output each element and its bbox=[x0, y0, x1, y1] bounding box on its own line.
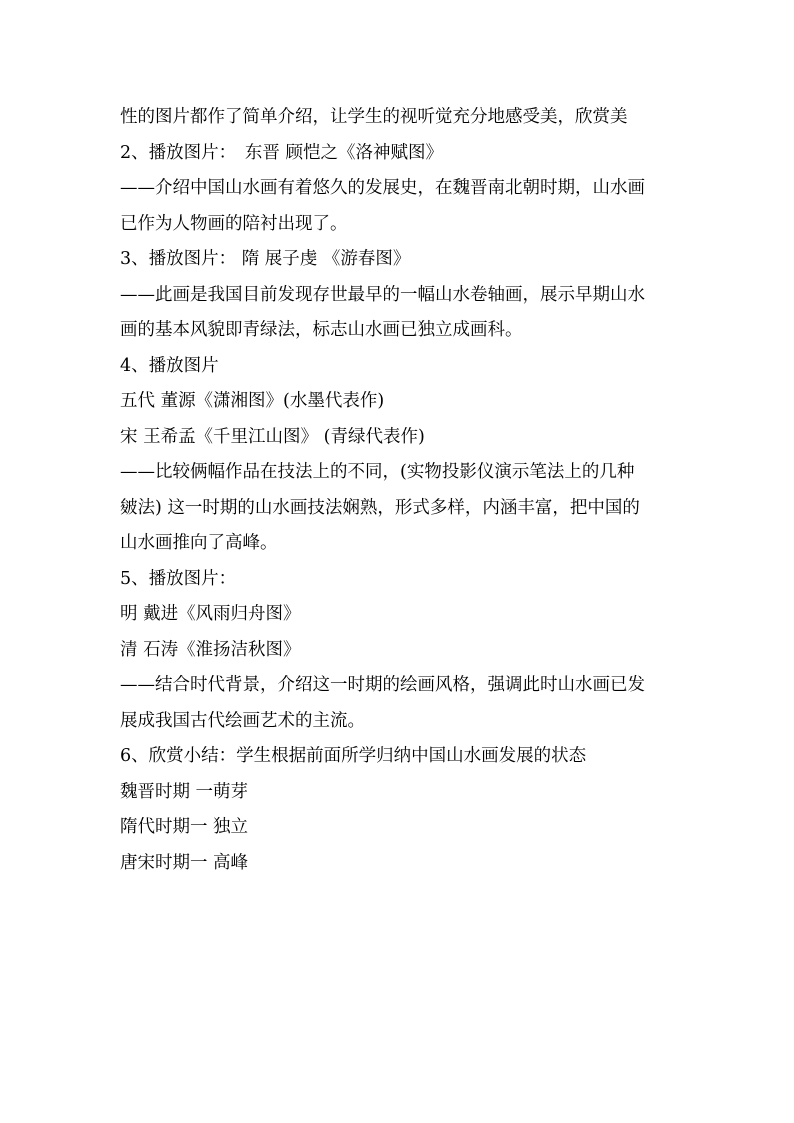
text-line: ——比较俩幅作品在技法上的不同，(实物投影仪演示笔法上的几种 bbox=[120, 462, 635, 482]
text-line: 皴法) 这一时期的山水画技法娴熟，形式多样，内涵丰富，把中国的 bbox=[120, 497, 640, 518]
document-body bbox=[120, 100, 680, 881]
text-line: 3、播放图片： 隋 展子虔 《游春图》 bbox=[120, 249, 411, 269]
text-line: 6、欣赏小结：学生根据前面所学归纳中国山水画发展的状态 bbox=[120, 746, 587, 766]
text-line: ——结合时代背景，介绍这一时期的绘画风格，强调此时山水画已发 bbox=[120, 675, 645, 695]
text-line: ——此画是我国目前发现存世最早的一幅山水卷轴画，展示早期山水 bbox=[120, 284, 645, 305]
text-line: 性的图片都作了简单介绍，让学生的视听觉充分地感受美，欣赏美 bbox=[120, 107, 628, 127]
text-line: 2、播放图片： 东晋 顾恺之《洛神赋图》 bbox=[120, 142, 443, 163]
text-line: 明 戴进《风雨归舟图》 bbox=[120, 604, 301, 624]
text-line: 画的基本风貌即青绿法，标志山水画已独立成画科。 bbox=[120, 320, 523, 340]
text-line: 宋 王希孟《千里江山图》 (青绿代表作) bbox=[120, 426, 425, 447]
text-line: 清 石涛《淮扬洁秋图》 bbox=[120, 639, 301, 660]
text-line: 已作为人物画的陪衬出现了。 bbox=[120, 213, 348, 234]
text-line: 隋代时期一 独立 bbox=[120, 817, 249, 837]
text-line: 5、播放图片： bbox=[120, 568, 237, 589]
text-line: 魏晋时期 一萌芽 bbox=[120, 781, 249, 802]
text-line: 五代 董源《潇湘图》(水墨代表作) bbox=[120, 391, 385, 411]
text-line: ——介绍中国山水画有着悠久的发展史，在魏晋南北朝时期，山水画 bbox=[120, 178, 645, 198]
text-line: 山水画推向了高峰。 bbox=[120, 533, 278, 553]
text-line: 唐宋时期一 高峰 bbox=[120, 852, 249, 873]
text-line: 展成我国古代绘画艺术的主流。 bbox=[120, 710, 365, 731]
text-line: 4、播放图片 bbox=[120, 355, 219, 376]
